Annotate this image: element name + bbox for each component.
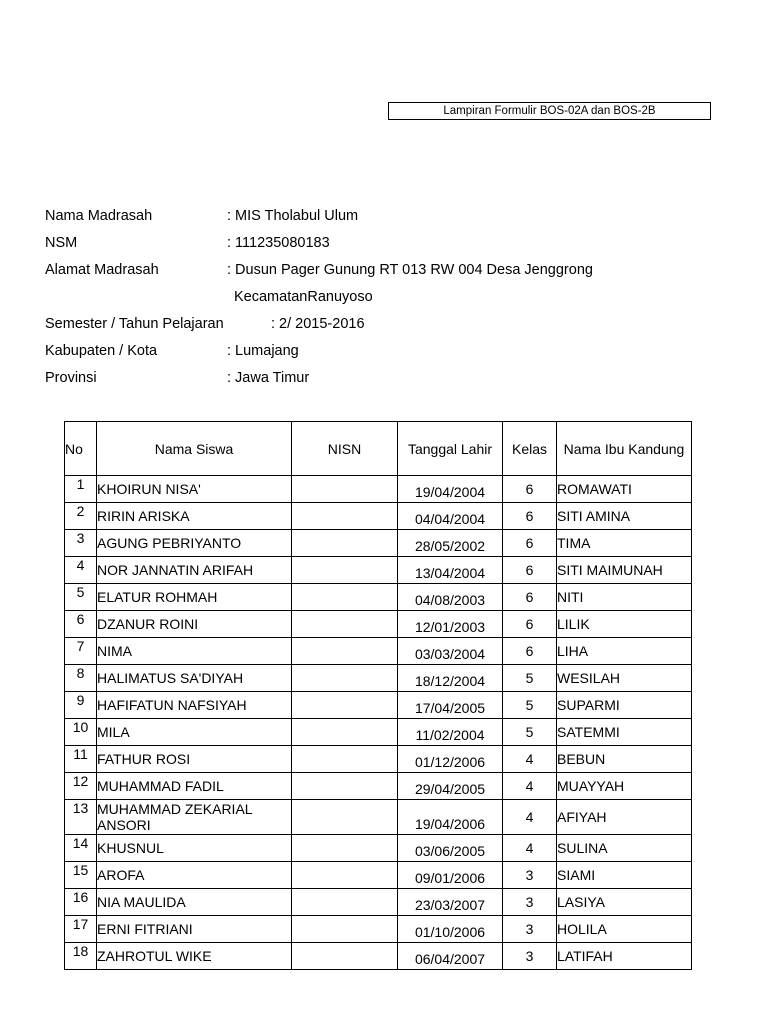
- row-no: 10: [65, 719, 97, 746]
- row-kelas: 3: [503, 862, 557, 889]
- row-kelas: 6: [503, 584, 557, 611]
- semester-value: : 2/ 2015-2016: [271, 316, 365, 332]
- row-nama-ibu: TIMA: [557, 530, 692, 557]
- row-nama-ibu: LIHA: [557, 638, 692, 665]
- row-nama-ibu: AFIYAH: [557, 800, 692, 835]
- table-row: [65, 584, 692, 611]
- row-nisn: [292, 665, 398, 692]
- row-tanggal-lahir: 04/08/2003: [398, 584, 503, 611]
- row-tanggal-lahir: 12/01/2003: [398, 611, 503, 638]
- row-nama-ibu: LATIFAH: [557, 943, 692, 970]
- row-tanggal-lahir: 17/04/2005: [398, 692, 503, 719]
- row-nama-siswa: MUHAMMAD ZEKARIAL ANSORI: [97, 800, 292, 835]
- row-nisn: [292, 584, 398, 611]
- row-kelas: 5: [503, 719, 557, 746]
- header-kelas: Kelas: [503, 422, 557, 476]
- row-kelas: 6: [503, 611, 557, 638]
- row-no: 6: [65, 611, 97, 638]
- row-kelas: 3: [503, 916, 557, 943]
- row-nisn: [292, 889, 398, 916]
- table-header-row: [65, 422, 692, 476]
- row-nama-siswa: NOR JANNATIN ARIFAH: [97, 557, 292, 584]
- row-nama-siswa: NIMA: [97, 638, 292, 665]
- row-no: 12: [65, 773, 97, 800]
- nsm-value: : 111235080183: [227, 235, 330, 251]
- row-nama-siswa: ZAHROTUL WIKE: [97, 943, 292, 970]
- row-nama-siswa: ELATUR ROHMAH: [97, 584, 292, 611]
- header-tanggal-lahir: Tanggal Lahir: [398, 422, 503, 476]
- table-row: [65, 916, 692, 943]
- row-nama-siswa: AGUNG PEBRIYANTO: [97, 530, 292, 557]
- row-no: 11: [65, 746, 97, 773]
- table-row: [65, 746, 692, 773]
- table-row: [65, 530, 692, 557]
- attachment-title: Lampiran Formulir BOS-02A dan BOS-2B: [388, 102, 711, 120]
- row-nama-siswa: KHUSNUL: [97, 835, 292, 862]
- row-nisn: [292, 557, 398, 584]
- row-tanggal-lahir: 03/06/2005: [398, 835, 503, 862]
- row-nama-siswa: AROFA: [97, 862, 292, 889]
- table-row: [65, 557, 692, 584]
- row-nama-siswa: FATHUR ROSI: [97, 746, 292, 773]
- header-nama-ibu: Nama Ibu Kandung: [557, 422, 692, 476]
- row-no: 2: [65, 503, 97, 530]
- row-nisn: [292, 638, 398, 665]
- row-nisn: [292, 746, 398, 773]
- kabupaten-value: : Lumajang: [227, 343, 299, 359]
- row-tanggal-lahir: 11/02/2004: [398, 719, 503, 746]
- table-row: [65, 800, 692, 835]
- row-no: 15: [65, 862, 97, 889]
- row-nama-ibu: WESILAH: [557, 665, 692, 692]
- table-row: [65, 835, 692, 862]
- row-nisn: [292, 800, 398, 835]
- table-row: [65, 773, 692, 800]
- alamat-value-line1: : Dusun Pager Gunung RT 013 RW 004 Desa Jenggrong: [227, 262, 593, 278]
- row-kelas: 6: [503, 503, 557, 530]
- row-nama-siswa: KHOIRUN NISA': [97, 476, 292, 503]
- row-no: 9: [65, 692, 97, 719]
- row-no: 7: [65, 638, 97, 665]
- row-kelas: 3: [503, 943, 557, 970]
- row-nisn: [292, 943, 398, 970]
- row-nama-siswa: ERNI FITRIANI: [97, 916, 292, 943]
- row-kelas: 4: [503, 835, 557, 862]
- kabupaten-label: Kabupaten / Kota: [45, 343, 158, 359]
- row-no: 5: [65, 584, 97, 611]
- row-tanggal-lahir: 23/03/2007: [398, 889, 503, 916]
- header-nisn: NISN: [292, 422, 398, 476]
- row-nama-siswa: DZANUR ROINI: [97, 611, 292, 638]
- row-nama-ibu: MUAYYAH: [557, 773, 692, 800]
- row-nama-ibu: SIAMI: [557, 862, 692, 889]
- row-tanggal-lahir: 19/04/2006: [398, 800, 503, 835]
- row-nama-siswa: RIRIN ARISKA: [97, 503, 292, 530]
- row-nama-ibu: HOLILA: [557, 916, 692, 943]
- row-nisn: [292, 916, 398, 943]
- row-no: 14: [65, 835, 97, 862]
- table-row: [65, 692, 692, 719]
- row-nisn: [292, 773, 398, 800]
- row-nama-siswa: MILA: [97, 719, 292, 746]
- row-kelas: 5: [503, 692, 557, 719]
- table-row: [65, 889, 692, 916]
- row-tanggal-lahir: 03/03/2004: [398, 638, 503, 665]
- row-kelas: 6: [503, 557, 557, 584]
- row-nisn: [292, 611, 398, 638]
- row-kelas: 6: [503, 530, 557, 557]
- row-no: 18: [65, 943, 97, 970]
- row-tanggal-lahir: 18/12/2004: [398, 665, 503, 692]
- row-nisn: [292, 835, 398, 862]
- row-kelas: 4: [503, 746, 557, 773]
- table-row: [65, 665, 692, 692]
- row-tanggal-lahir: 28/05/2002: [398, 530, 503, 557]
- row-nama-ibu: ROMAWATI: [557, 476, 692, 503]
- row-kelas: 4: [503, 800, 557, 835]
- table-row: [65, 719, 692, 746]
- row-nisn: [292, 862, 398, 889]
- row-nama-siswa: HALIMATUS SA'DIYAH: [97, 665, 292, 692]
- table-row: [65, 611, 692, 638]
- row-tanggal-lahir: 19/04/2004: [398, 476, 503, 503]
- row-nisn: [292, 503, 398, 530]
- row-no: 8: [65, 665, 97, 692]
- row-kelas: 5: [503, 665, 557, 692]
- row-nisn: [292, 692, 398, 719]
- row-no: 16: [65, 889, 97, 916]
- row-nama-ibu: LASIYA: [557, 889, 692, 916]
- row-nama-ibu: NITI: [557, 584, 692, 611]
- header-no: No: [65, 422, 97, 476]
- row-nama-ibu: SUPARMI: [557, 692, 692, 719]
- table-row: [65, 503, 692, 530]
- row-no: 13: [65, 800, 97, 835]
- row-kelas: 4: [503, 773, 557, 800]
- row-kelas: 3: [503, 889, 557, 916]
- row-no: 1: [65, 476, 97, 503]
- row-nama-ibu: SATEMMI: [557, 719, 692, 746]
- table-row: [65, 638, 692, 665]
- row-nisn: [292, 530, 398, 557]
- row-nama-ibu: SULINA: [557, 835, 692, 862]
- row-nisn: [292, 719, 398, 746]
- header-nama-siswa: Nama Siswa: [97, 422, 292, 476]
- table-row: [65, 862, 692, 889]
- provinsi-value: : Jawa Timur: [227, 370, 310, 386]
- provinsi-label: Provinsi: [45, 370, 97, 386]
- semester-label: Semester / Tahun Pelajaran: [45, 316, 224, 332]
- madrasah-value: : MIS Tholabul Ulum: [227, 208, 359, 224]
- row-no: 4: [65, 557, 97, 584]
- row-nama-ibu: BEBUN: [557, 746, 692, 773]
- row-no: 17: [65, 916, 97, 943]
- row-tanggal-lahir: 01/12/2006: [398, 746, 503, 773]
- row-nama-siswa: HAFIFATUN NAFSIYAH: [97, 692, 292, 719]
- row-tanggal-lahir: 06/04/2007: [398, 943, 503, 970]
- table-row: [65, 476, 692, 503]
- row-kelas: 6: [503, 476, 557, 503]
- alamat-value-line2: KecamatanRanuyoso: [234, 289, 373, 305]
- row-tanggal-lahir: 09/01/2006: [398, 862, 503, 889]
- row-nama-ibu: LILIK: [557, 611, 692, 638]
- madrasah-label: Nama Madrasah: [45, 208, 153, 224]
- row-tanggal-lahir: 13/04/2004: [398, 557, 503, 584]
- row-no: 3: [65, 530, 97, 557]
- table-row: [65, 943, 692, 970]
- row-nisn: [292, 476, 398, 503]
- row-nama-ibu: SITI AMINA: [557, 503, 692, 530]
- row-tanggal-lahir: 29/04/2005: [398, 773, 503, 800]
- row-kelas: 6: [503, 638, 557, 665]
- row-nama-siswa: NIA MAULIDA: [97, 889, 292, 916]
- row-nama-ibu: SITI MAIMUNAH: [557, 557, 692, 584]
- row-tanggal-lahir: 04/04/2004: [398, 503, 503, 530]
- nsm-label: NSM: [45, 235, 78, 251]
- student-table: [64, 421, 692, 970]
- alamat-label: Alamat Madrasah: [45, 262, 159, 278]
- row-tanggal-lahir: 01/10/2006: [398, 916, 503, 943]
- row-nama-siswa: MUHAMMAD FADIL: [97, 773, 292, 800]
